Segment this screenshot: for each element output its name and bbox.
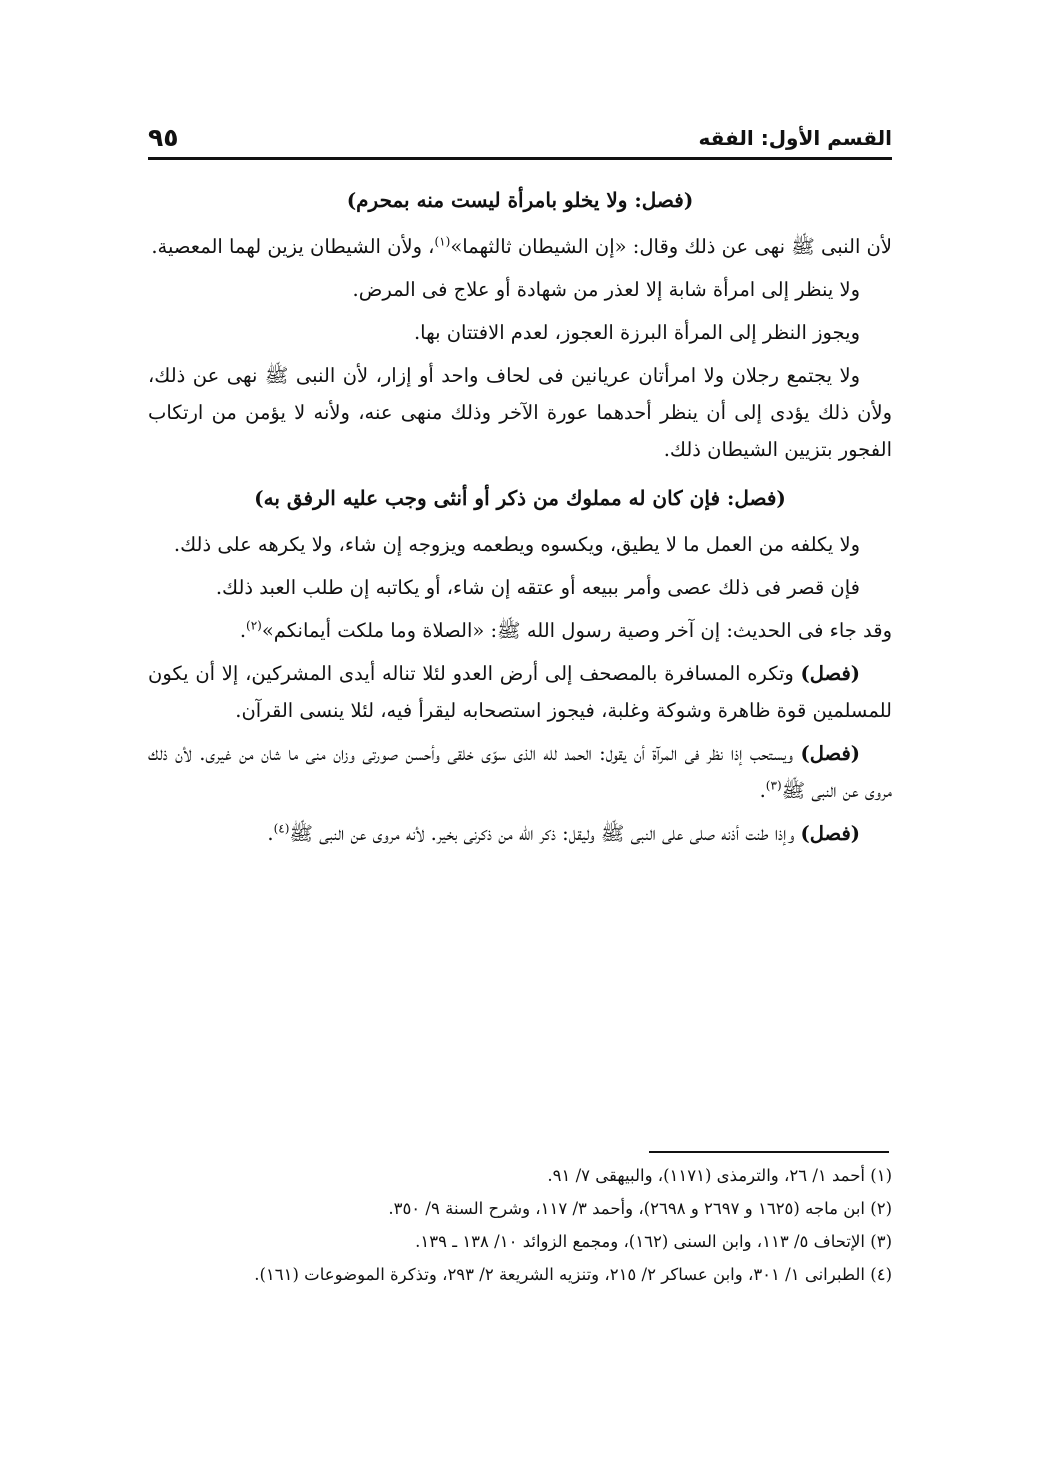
header-rule: [148, 157, 892, 160]
footnote-ref-2: (٢): [246, 618, 262, 633]
paragraph-seclusion-reason: [148, 228, 892, 265]
paragraph-text: ، ولأن الشيطان يزين لهما المعصية.: [151, 235, 435, 258]
section-heading-slave: (فصل: فإن كان له مملوك من ذكر أو أنثى وجب عليه الرفق به): [254, 486, 786, 510]
paragraph-travel-with-mushaf: [148, 655, 892, 729]
paragraph-looking-elderly-woman: ويجوز النظر إلى المرأة البرزة العجوز، لعدم الافتتان بها.: [413, 321, 860, 344]
fasl-label: (فصل): [800, 822, 860, 845]
footnote-3: (٣) الإتحاف ٥/ ١١٣، وابن السنى (١٦٢)، ومجمع الزوائد ١٠/ ١٣٨ ـ ١٣٩.: [415, 1232, 892, 1251]
section-heading-seclusion: (فصل: ولا يخلو بامرأة ليست منه بمحرم): [346, 188, 694, 212]
footnote-1: (١) أحمد ١/ ٢٦، والترمذى (١١٧١)، والبيهقى ٧/ ٩١.: [547, 1166, 892, 1185]
paragraph-text: لأن النبى ﷺ نهى عن ذلك وقال: «إن الشيطان ثالثهما»: [450, 235, 892, 258]
paragraph-mirror-supplication: [148, 735, 892, 809]
main-text: [148, 170, 892, 858]
paragraph-slave-neglect: فإن قصر فى ذلك عصى وأمر ببيعه أو عتقه إن شاء، أو يكاتبه إن طلب العبد ذلك.: [215, 576, 860, 599]
paragraph-text: .: [239, 619, 247, 642]
paragraph-text: وقد جاء فى الحديث: إن آخر وصية رسول الله ﷺ: «الصلاة وما ملكت أيمانكم»: [261, 619, 892, 642]
paragraph-last-advice: [148, 612, 892, 649]
paragraph-slave-burden: ولا يكلفه من العمل ما لا يطيق، ويكسوه ويطعمه ويزوجه إن شاء، ولا يكرهه على ذلك.: [173, 533, 860, 556]
fasl-label: (فصل): [800, 742, 860, 765]
paragraph-text: وإذا طنت أذنه صلى على النبى ﷺ وليقل: ذكر الله من ذكرنى بخير. لأنه مروى عن النبى ﷺ: [289, 822, 801, 845]
footnote-ref-1: (١): [434, 234, 451, 249]
footnote-4: (٤) الطبرانى ١/ ٣٠١، وابن عساكر ٢/ ٢١٥، وتنزيه الشريعة ٢/ ٢٩٣، وتذكرة الموضوعات (١٦١).: [254, 1265, 892, 1284]
paragraph-text: وتكره المسافرة بالمصحف إلى أرض العدو لئلا تناله أيدى المشركين، إلا أن يكون للمسلمين قوة ظاهرة وشوكة وغلبة، فيجوز استصحابه ليقرأ فيه، لئلا ينسى القرآن.: [148, 662, 892, 722]
footnote-2: (٢) ابن ماجه (١٦٢٥ و ٢٦٩٧ و ٢٦٩٨)، وأحمد ٣/ ١١٧، وشرح السنة ٩/ ٣٥٠.: [388, 1199, 892, 1218]
paragraph-text: .: [267, 822, 274, 845]
paragraph-ear-ringing: [148, 815, 892, 852]
paragraph-text: ويستحب إذا نظر فى المرآة أن يقول: الحمد لله الذى سوّى خلقى وأحسن صورتى وزان منى ما شان من غيرى. لأن ذلك مروى عن النبى ﷺ: [148, 742, 892, 802]
paragraph-looking-young-woman: ولا ينظر إلى امرأة شابة إلا لعذر من شهادة أو علاج فى المرض.: [352, 278, 860, 301]
running-header: [148, 112, 892, 156]
paragraph-sharing-cover: ولا يجتمع رجلان ولا امرأتان عريانين فى لحاف واحد أو إزار، لأن النبى ﷺ نهى عن ذلك، ولأن ذلك يؤدى إلى أن ينظر أحدهما عورة الآخر وذلك منهى عنه، ولأنه لا يؤمن من ارتكاب الفجور بتزيين الشيطان ذلك.: [148, 364, 892, 461]
fasl-label: (فصل): [800, 662, 860, 685]
footnote-ref-4: (٤): [273, 821, 290, 836]
footnotes: [148, 1160, 892, 1292]
paragraph-text: .: [759, 779, 766, 802]
page-number: ٩٥: [148, 123, 179, 152]
running-header-title: القسم الأول: الفقه: [698, 126, 892, 150]
footnote-ref-3: (٣): [765, 778, 782, 793]
footnote-rule: [649, 1151, 889, 1153]
